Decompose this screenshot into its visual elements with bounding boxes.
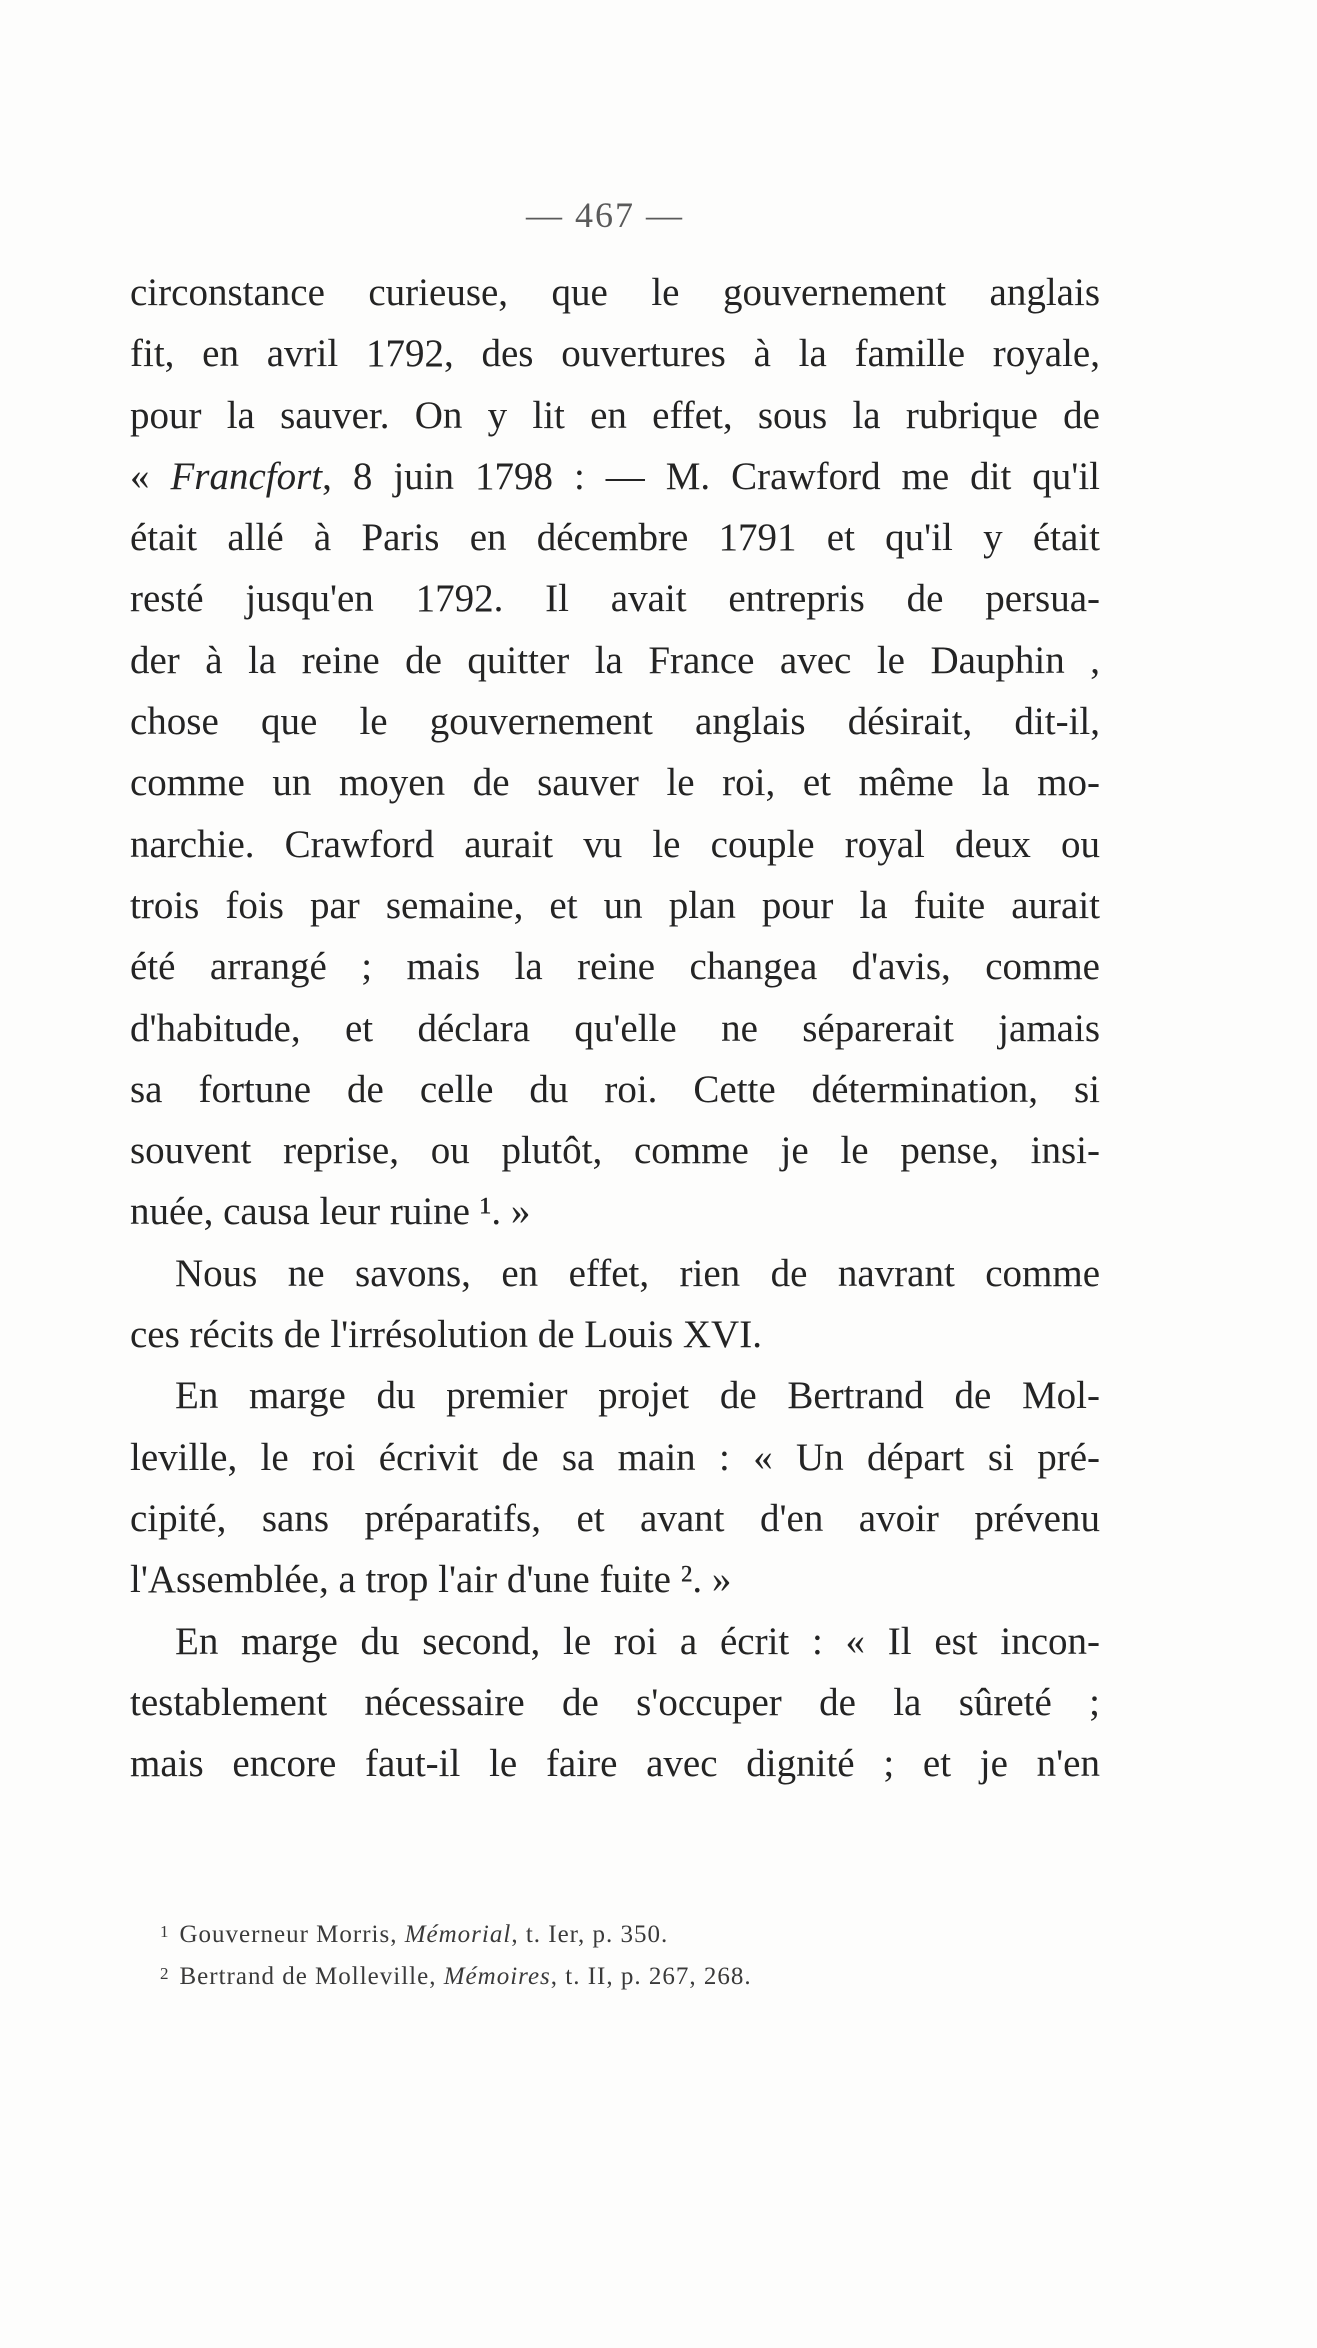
text-line: été arrangé ; mais la reine changea d'avis, comme	[130, 945, 1100, 989]
italic-place-name: Francfort	[170, 454, 323, 498]
footnote-text: , t. II, p. 267, 268.	[550, 1963, 752, 1990]
text-line: pour la sauver. On y lit en effet, sous la rubrique de	[130, 393, 1100, 437]
text-line: sa fortune de celle du roi. Cette détermination, si	[130, 1067, 1100, 1111]
text-line: circonstance curieuse, que le gouvernement anglais	[130, 271, 1100, 314]
footnote	[160, 1912, 1060, 1954]
paragraph-start-line: En marge du second, le roi a écrit : « Il est incon-	[175, 1619, 1100, 1663]
footnotes	[160, 1912, 1060, 1996]
footnote-italic-title: Mémorial	[404, 1921, 512, 1948]
footnote-text: Gouverneur Morris,	[179, 1921, 405, 1948]
text-line: leville, le roi écrivit de sa main : « Un départ si pré-	[130, 1435, 1100, 1479]
text-line: cipité, sans préparatifs, et avant d'en avoir prévenu	[130, 1496, 1100, 1540]
body-text	[130, 262, 1100, 1794]
text-line: narchie. Crawford aurait vu le couple royal deux ou	[130, 822, 1100, 866]
text-line: der à la reine de quitter la France avec le Dauphin ,	[130, 638, 1100, 682]
footnote-mark: 1	[160, 1922, 170, 1941]
text-line: « Francfort, 8 juin 1798 : — M. Crawford me dit qu'il	[130, 454, 1101, 498]
footnote-italic-title: Mémoires	[443, 1963, 551, 1990]
text-line: mais encore faut-il le faire avec dignité ; et je n'en	[130, 1742, 1100, 1786]
text-line: comme un moyen de sauver le roi, et même la mo-	[130, 761, 1100, 805]
text-line: ces récits de l'irrésolution de Louis XVI.	[130, 1313, 762, 1357]
footnote-mark: 2	[160, 1964, 170, 1983]
text-line: était allé à Paris en décembre 1791 et qu'il y était	[130, 516, 1100, 560]
paragraph-start-line: Nous ne savons, en effet, rien de navrant comme	[175, 1251, 1100, 1295]
text-line: souvent reprise, ou plutôt, comme je le pense, insi-	[130, 1129, 1100, 1173]
text-line: fit, en avril 1792, des ouvertures à la famille royale,	[130, 332, 1100, 376]
text-line: l'Assemblée, a trop l'air d'une fuite ². »	[130, 1558, 732, 1602]
text-line: nuée, causa leur ruine ¹. »	[130, 1190, 531, 1234]
footnote	[160, 1954, 1060, 1996]
text-line: d'habitude, et déclara qu'elle ne séparerait jamais	[130, 1006, 1100, 1050]
text-line: resté jusqu'en 1792. Il avait entrepris de persua-	[130, 577, 1100, 621]
footnote-text: Bertrand de Molleville,	[179, 1963, 444, 1990]
page-number: — 467 —	[526, 195, 684, 235]
text-line: chose que le gouvernement anglais désirait, dit-il,	[130, 700, 1100, 744]
text-line: testablement nécessaire de s'occuper de la sûreté ;	[130, 1680, 1100, 1724]
text-line: trois fois par semaine, et un plan pour la fuite aurait	[130, 883, 1100, 927]
footnote-text: , t. Ier, p. 350.	[511, 1921, 669, 1948]
paragraph-start-line: En marge du premier projet de Bertrand de Mol-	[175, 1374, 1100, 1418]
